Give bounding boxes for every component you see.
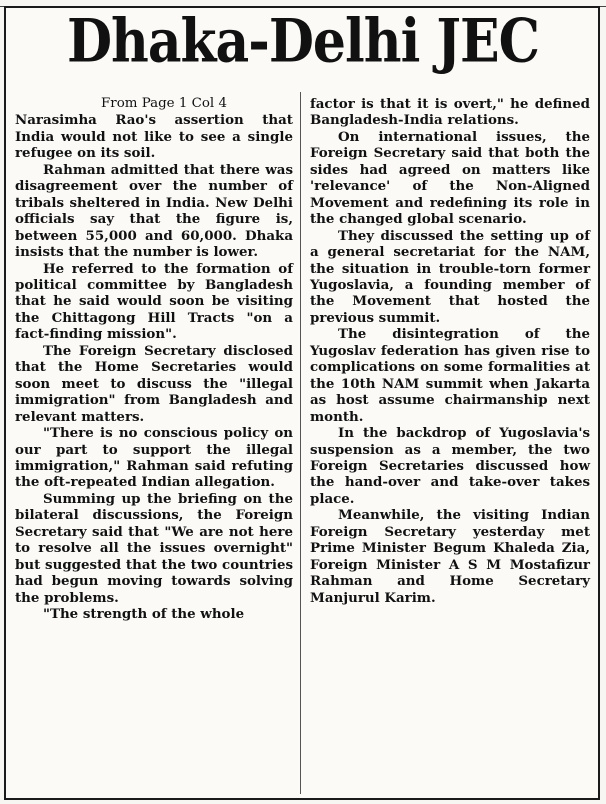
paragraph: Rahman admitted that there was disagreement over the number of tribals sheltered in India. New Delhi officials say that the figure is, between 55,000 and 60,000. Dhaka insists that the number is lower.: [15, 161, 293, 261]
paragraph: On international issues, the Foreign Secretary said that both the sides had agreed on matters like 'relevance' of the Non-Aligned Movement and redefining its role in the changed global scenario.: [310, 128, 590, 228]
paragraph: The Foreign Secretary disclosed that the Home Secretaries would soon meet to discuss the "illegal immigration" from Bangladesh and relevant matters.: [15, 342, 293, 425]
paragraph: "There is no conscious policy on our part to support the illegal immigration," Rahman said refuting the oft-repeated Indian allegation.: [15, 425, 293, 491]
paragraph: Summing up the briefing on the bilateral discussions, the Foreign Secretary said that "We are not here to resolve all the issues overnight" but suggested that the two countries had begun moving towards solving the problems.: [15, 490, 293, 606]
paragraph: factor is that it is overt," he defined Bangladesh-India relations.: [310, 96, 590, 129]
headline: Dhaka-Delhi JEC: [66, 6, 540, 77]
left-column: [15, 96, 293, 623]
dateline: From Page 1 Col 4: [101, 96, 227, 111]
paragraph: Narasimha Rao's assertion that India would not like to see a single refugee on its soil.: [15, 112, 293, 162]
paragraph: They discussed the setting up of a general secretariat for the NAM, the situation in trouble-torn former Yugoslavia, a founding member of the Movement that hosted the previous summit.: [310, 227, 590, 326]
paragraph: The disintegration of the Yugoslav federation has given rise to complications on some formalities at the 10th NAM summit when Jakarta as host assume chairmanship next month.: [310, 326, 590, 425]
paragraph: Meanwhile, the visiting Indian Foreign Secretary yesterday met Prime Minister Begum Khaleda Zia, Foreign Minister A S M Mostafizur Rahman and Home Secretary Manjurul Karim.: [310, 507, 590, 606]
right-column: [310, 96, 590, 606]
paragraph: He referred to the formation of political committee by Bangladesh that he said would soon be visiting the Chittagong Hill Tracts "on a fact-finding mission".: [15, 260, 293, 343]
paragraph: In the backdrop of Yugoslavia's suspension as a member, the two Foreign Secretaries discussed how the hand-over and take-over takes place.: [310, 425, 590, 507]
paragraph: "The strength of the whole: [43, 606, 245, 623]
column-divider: [300, 92, 301, 794]
